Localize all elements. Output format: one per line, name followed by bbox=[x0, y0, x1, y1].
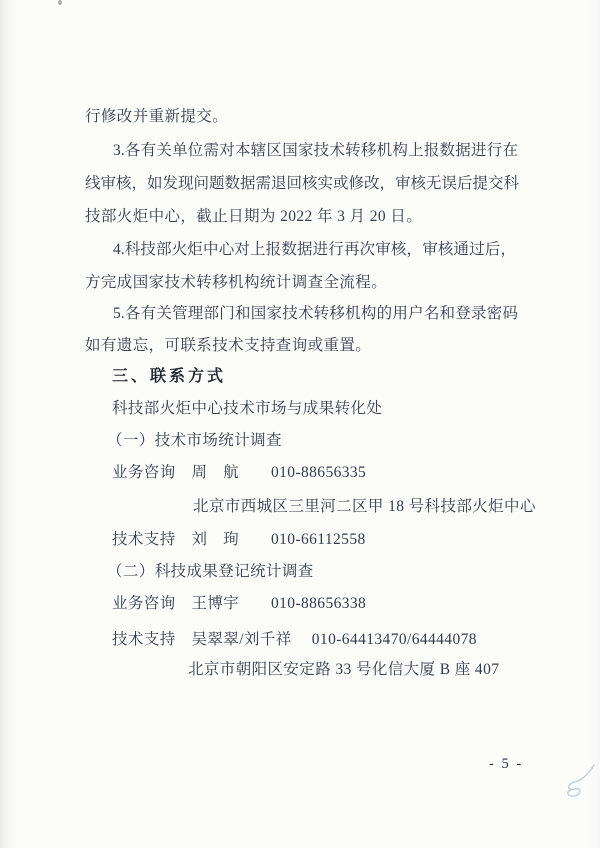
body-line: 行修改并重新提交。 bbox=[85, 108, 229, 125]
body-line: 如有遗忘，可联系技术支持查询或重置。 bbox=[85, 337, 372, 354]
department-line: 科技部火炬中心技术市场与成果转化处 bbox=[112, 400, 383, 417]
contact-address-line: 北京市朝阳区安定路 33 号化信大厦 B 座 407 bbox=[188, 661, 500, 678]
body-line: 4.科技部火炬中心对上报数据进行再次审核，审核通过后， bbox=[113, 241, 516, 258]
scan-speck bbox=[58, 0, 62, 5]
contact-address-line: 北京市西城区三里河二区甲 18 号科技部火炬中心 bbox=[193, 498, 536, 515]
page-number: - 5 - bbox=[489, 756, 524, 772]
contact-line: 业务咨询 王博宇 010-88656338 bbox=[112, 595, 367, 612]
contact-line: 业务咨询 周 航 010-88656335 bbox=[112, 464, 367, 481]
section-heading: 三、联系方式 bbox=[112, 368, 227, 385]
contact-line: 技术支持 刘 珣 010-66112558 bbox=[112, 531, 366, 548]
contact-group-title: （一）技术市场统计调查 bbox=[107, 432, 282, 449]
body-line: 5.各有关管理部门和国家技术转移机构的用户名和登录密码 bbox=[113, 305, 518, 322]
body-line: 方完成国家技术转移机构统计调查全流程。 bbox=[85, 274, 388, 291]
body-line: 技部火炬中心，截止日期为 2022 年 3 月 20 日。 bbox=[85, 208, 423, 225]
contact-group-title: （二）科技成果登记统计调查 bbox=[107, 563, 314, 580]
body-line: 3.各有关单位需对本辖区国家技术转移机构上报数据进行在 bbox=[113, 142, 518, 159]
pen-mark-squiggle bbox=[552, 763, 598, 809]
body-line: 线审核，如发现问题数据需退回核实或修改，审核无误后提交科 bbox=[85, 175, 520, 192]
contact-line: 技术支持 吴翠翠/刘千祥 010-64413470/64444078 bbox=[112, 631, 477, 648]
